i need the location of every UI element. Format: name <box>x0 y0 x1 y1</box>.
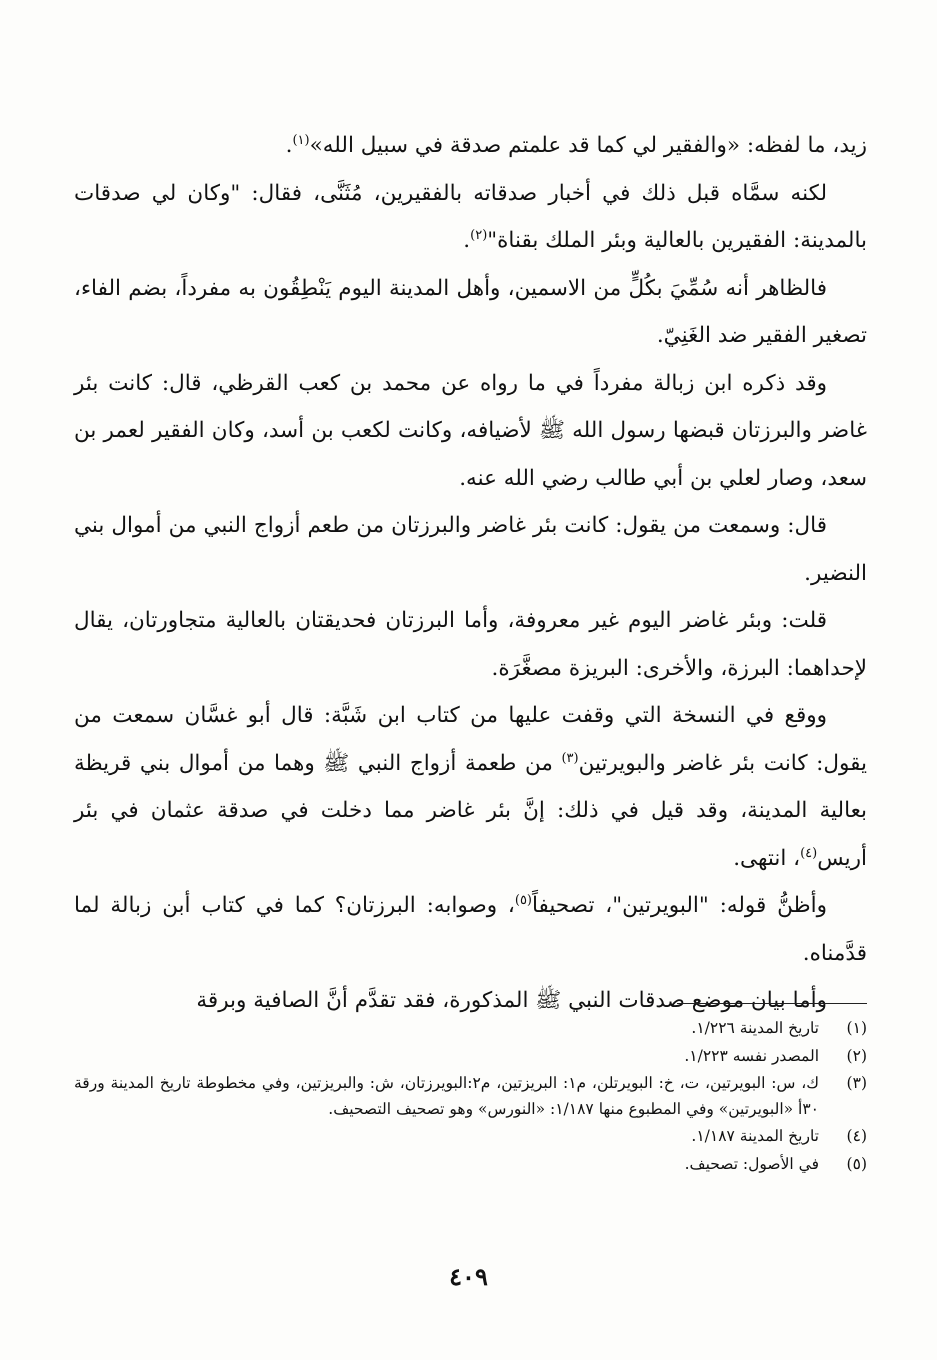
main-text <box>74 122 867 1025</box>
page-number: ٤٠٩ <box>449 1262 488 1291</box>
footnote-number: (٤) <box>846 1127 867 1145</box>
footnotes <box>74 1016 867 1179</box>
footnote-number: (١) <box>846 1019 867 1037</box>
footnote-separator <box>677 1003 867 1004</box>
footnote-text: تاريخ المدينة ١/٢٢٦. <box>691 1019 819 1037</box>
footnote-3 <box>74 1071 867 1122</box>
paragraph-3: فالظاهر أنه سُمِّيَ بكُلٍّ من الاسمين، وأهل المدينة اليوم يَنْطِقُون به مفرداً، بضم الفاء، تصغير الفقير ضد الغَنِيّ. <box>74 275 867 348</box>
footnote-ref-4[interactable]: (٤) <box>800 845 818 861</box>
footnote-ref-1[interactable]: (١) <box>292 132 310 148</box>
footnote-4 <box>74 1124 867 1150</box>
paragraph-1: زيد، ما لفظه: «والفقير لي كما قد علمتم صدقة في سبيل الله»$^{(١)}$. <box>285 132 867 158</box>
footnote-ref-2[interactable]: (٢) <box>470 227 488 243</box>
paragraph-7: ووقع في النسخة التي وقفت عليها من كتاب ابن شَبَّة: قال أبو غسَّان سمعت من يقول: كانت بئر غاضر والبويرتين$^{(٣)}$ من طعمة أزواج النبي ﷺ وهما من أموال بني قريظة بعالية المدينة، وقد قيل في ذلك: إنَّ بئر غاضر مما دخلت في صدقة عثمان في بئر أريس$^{(٤)}$، انتهى. <box>74 703 867 871</box>
paragraph-4: وقد ذكره ابن زبالة مفرداً في ما رواه عن محمد بن كعب القرظي، قال: كانت بئر غاضر والبرزتان قبضها رسول الله ﷺ لأضيافه، وكانت لكعب بن أسد، وكان الفقير لعمر بن سعد، وصار لعلي بن أبي طالب رضي الله عنه. <box>74 370 867 491</box>
paragraph-8: وأظنُّ قوله: "البويرتين"، تصحيفاً$^{(٥)}$، وصوابه: البرزتان؟ كما في كتاب أبن زبالة لما قدَّمناه. <box>74 892 867 966</box>
footnote-2 <box>74 1044 867 1070</box>
footnote-text: المصدر نفسه ١/٢٢٣. <box>684 1046 819 1065</box>
footnote-5 <box>74 1152 867 1178</box>
footnote-ref-5[interactable]: (٥) <box>514 892 532 908</box>
footnote-text: ك، س: البويرتين، ت، خ: البويرتلن، م١: البريزتين، م٢:البويرزتان، ش: والبريزتين، وفي مخطوطة تاريخ المدينة ورقة ٣٠أ «البويرتين» وفي المطبوع منها ١/١٨٧: «النورس» وهو تصحيف التصحيف. <box>74 1074 819 1118</box>
footnote-1 <box>74 1016 867 1042</box>
footnote-number: (٥) <box>846 1154 867 1173</box>
paragraph-9: وأما بيان موضع صدقات النبي ﷺ المذكورة، فقد تقدَّم أنَّ الصافية وبرقة <box>196 988 827 1013</box>
paragraph-5: قال: وسمعت من يقول: كانت بئر غاضر والبرزتان من طعم أزواج النبي من أموال بني النضير. <box>74 513 867 586</box>
paragraph-2: لكنه سمَّاه قبل ذلك في أخبار صدقاته بالفقيرين، مُثَنَّى، فقال: "وكان لي صدقات بالمدينة: الفقيرين بالعالية وبئر الملك بقناة"$^{(٢)}$. <box>74 180 867 253</box>
footnote-text: تاريخ المدينة ١/١٨٧. <box>691 1127 819 1145</box>
paragraph-6: قلت: وبئر غاضر اليوم غير معروفة، وأما البرزتان فحديقتان بالعالية متجاورتان، يقال لإحداهما: البرزة، والأخرى: البريزة مصغَّرَة. <box>74 608 867 681</box>
footnote-ref-3[interactable]: (٣) <box>561 750 579 766</box>
footnote-text: في الأصول: تصحيف. <box>684 1154 819 1173</box>
footnote-number: (٢) <box>846 1046 867 1065</box>
footnote-number: (٣) <box>846 1074 867 1092</box>
